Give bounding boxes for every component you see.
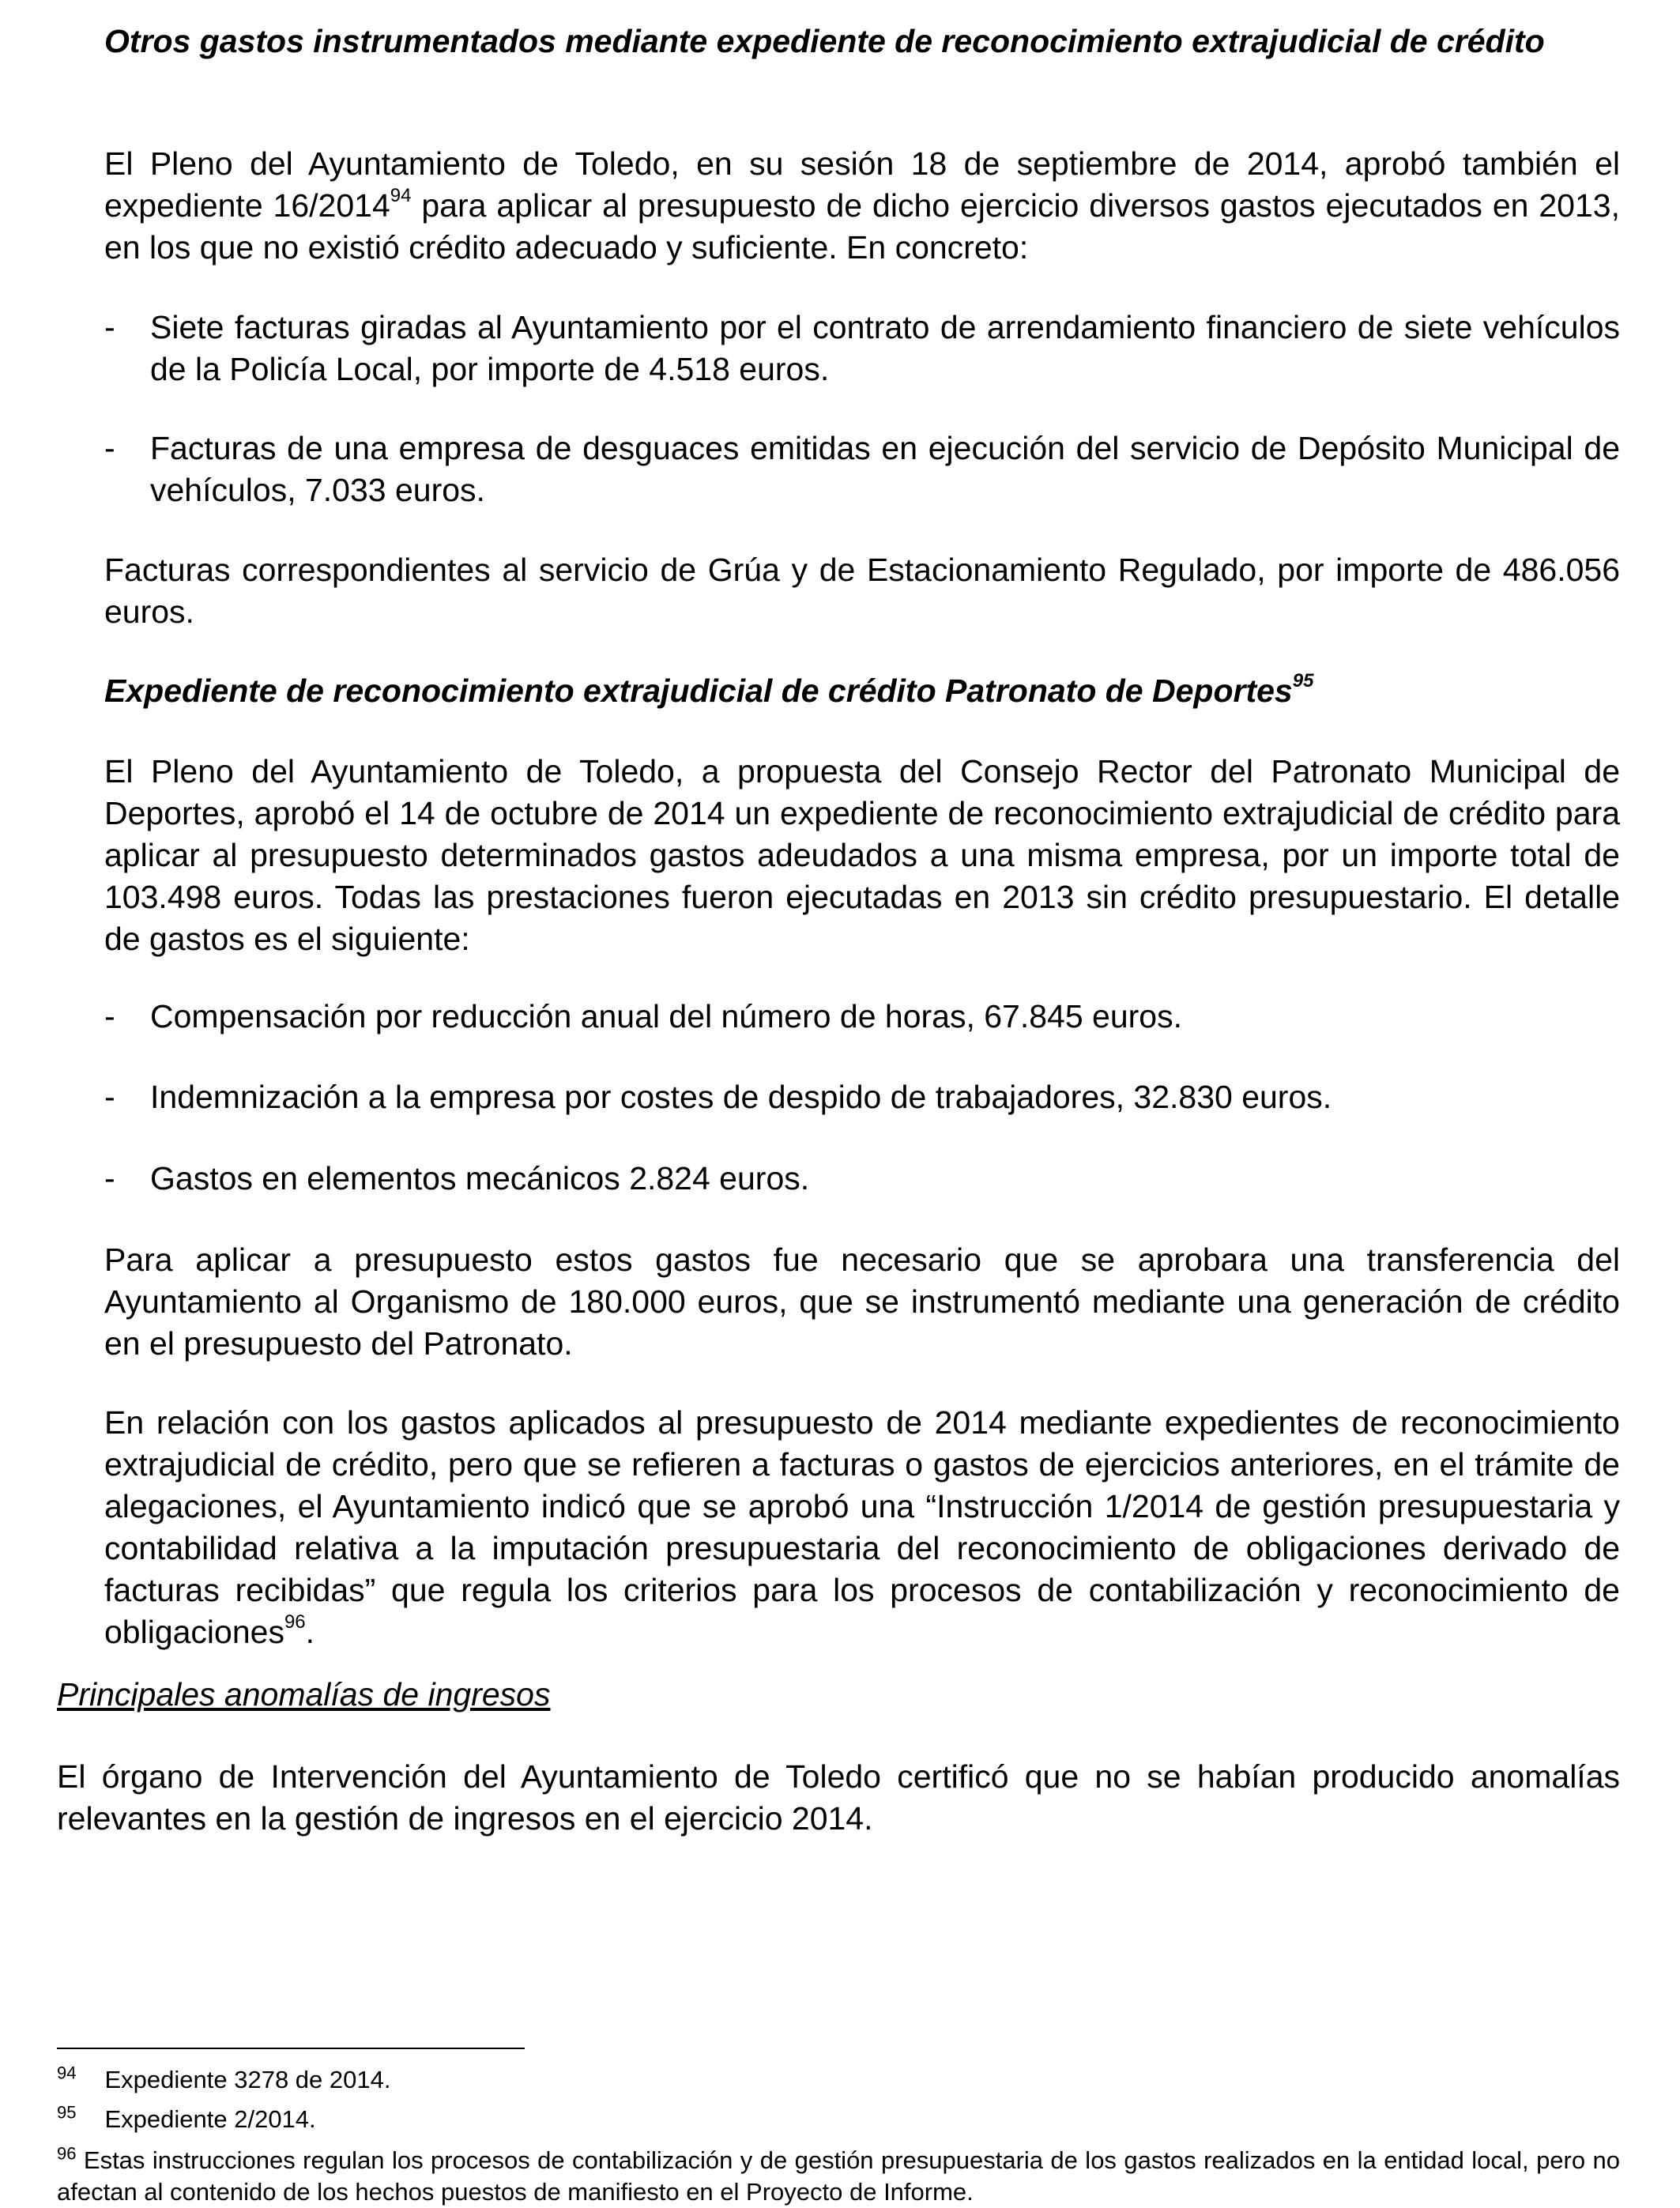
footnote-94 xyxy=(57,2064,1620,2096)
footnote-number: 94 xyxy=(57,2063,77,2083)
footnote-text: Expediente 2/2014. xyxy=(104,2105,316,2133)
list-item-text: Gastos en elementos mecánicos 2.824 euros. xyxy=(150,1160,810,1196)
footnote-ref-95[interactable]: 95 xyxy=(1292,670,1314,692)
list-item xyxy=(104,1076,1620,1118)
paragraph-text: . xyxy=(305,1614,315,1650)
heading-text: Expediente de reconocimiento extrajudicial de crédito Patronato de Deportes xyxy=(104,673,1293,709)
list-item xyxy=(104,428,1620,511)
list-item xyxy=(104,996,1620,1038)
footnote-separator xyxy=(57,2048,525,2049)
paragraph-grua: Facturas correspondientes al servicio de Grúa y de Estacionamiento Regulado, por importe de 486.056 euros. xyxy=(104,552,1620,630)
list-item-text: Facturas de una empresa de desguaces emitidas en ejecución del servicio de Depósito Municipal de vehículos, 7.033 euros. xyxy=(150,430,1620,508)
footnote-text: Estas instrucciones regulan los procesos de contabilización y de gestión presupuestaria de los gastos realizados en la entidad local, pero no afectan al contenido de los hechos puestos de manifiesto en el Proyecto de Informe. xyxy=(57,2146,1620,2206)
section-heading-patronato-deportes xyxy=(104,670,1620,712)
footnote-ref-96[interactable]: 96 xyxy=(284,1611,306,1633)
list-item-text: Siete facturas giradas al Ayuntamiento por el contrato de arrendamiento financiero de siete vehículos de la Policía Local, por importe de 4.518 euros. xyxy=(150,309,1620,387)
bullet-dash: - xyxy=(104,998,115,1034)
paragraph-text: para aplicar al presupuesto de dicho ejercicio diversos gastos ejecutados en 2013, en los que no existió crédito adecuado y suficiente. En concreto: xyxy=(104,187,1620,266)
paragraph-text: El Pleno del Ayuntamiento de Toledo, en su sesión 18 de septiembre de 2014, aprobó también el expediente 16/2014 xyxy=(104,145,1620,224)
paragraph-text: En relación con los gastos aplicados al presupuesto de 2014 mediante expedientes de reconocimiento extrajudicial de crédito, pero que se refieren a facturas o gastos de ejercicios anteriores, en el trámite de alegaciones, el Ayuntamiento indicó que se aprobó una “Instrucción 1/2014 de gestión presupuestaria y contabilidad relativa a la imputación presupuestaria del reconocimiento de obligaciones derivado de facturas recibidas” que regula los criterios para los procesos de contabilización y reconocimiento de obligaciones xyxy=(104,1404,1620,1650)
bullet-dash: - xyxy=(104,309,115,345)
list-item-text: Compensación por reducción anual del número de horas, 67.845 euros. xyxy=(150,998,1182,1034)
footnote-ref-94[interactable]: 94 xyxy=(390,185,412,207)
footnote-text: Expediente 3278 de 2014. xyxy=(104,2066,391,2093)
section-heading-otros-gastos: Otros gastos instrumentados mediante expediente de reconocimiento extrajudicial de crédito xyxy=(104,23,1545,59)
section-heading-anomalias-ingresos: Principales anomalías de ingresos xyxy=(57,1676,551,1713)
footnote-number: 96 xyxy=(57,2143,77,2164)
paragraph-patronato: El Pleno del Ayuntamiento de Toledo, a propuesta del Consejo Rector del Patronato Municipal de Deportes, aprobó el 14 de octubre de 2014 un expediente de reconocimiento extrajudicial de crédito para aplicar al presupuesto determinados gastos adeudados a una misma empresa, por un importe total de 103.498 euros. Todas las prestaciones fueron ejecutadas en 2013 sin crédito presupuestario. El detalle de gastos es el siguiente: xyxy=(104,753,1620,957)
footnote-number: 95 xyxy=(57,2102,77,2123)
paragraph-transferencia: Para aplicar a presupuesto estos gastos fue necesario que se aprobara una transferencia del Ayuntamiento al Organismo de 180.000 euros, que se instrumentó mediante una generación de crédito en el presupuesto del Patronato. xyxy=(104,1242,1620,1362)
paragraph-alegaciones xyxy=(104,1402,1620,1653)
footnote-96 xyxy=(57,2145,1620,2208)
paragraph-anomalias: El órgano de Intervención del Ayuntamiento de Toledo certificó que no se habían producido anomalías relevantes en la gestión de ingresos en el ejercicio 2014. xyxy=(57,1758,1620,1837)
bullet-dash: - xyxy=(104,430,115,466)
list-item xyxy=(104,1158,1620,1200)
footnote-95 xyxy=(57,2104,1620,2135)
paragraph-expediente-16-2014 xyxy=(104,143,1620,269)
list-item xyxy=(104,307,1620,390)
list-item-text: Indemnización a la empresa por costes de despido de trabajadores, 32.830 euros. xyxy=(150,1079,1332,1115)
bullet-dash: - xyxy=(104,1079,115,1115)
bullet-dash: - xyxy=(104,1160,115,1196)
